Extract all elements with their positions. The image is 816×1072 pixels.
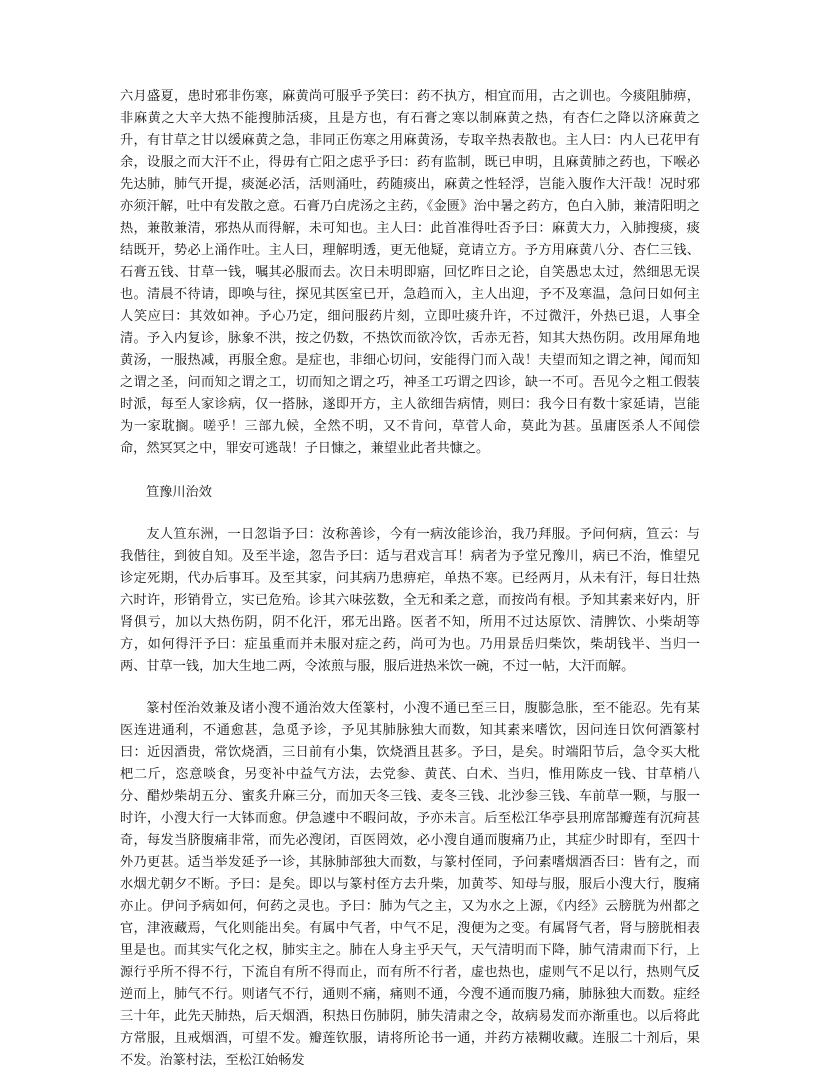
section-heading: 笪豫川治效 bbox=[146, 485, 212, 500]
paragraph-gap bbox=[120, 678, 700, 698]
paragraph-2: 友人笪东洲，一日忽诣予曰：汝称善诊，今有一病汝能诊治，我乃拜服。予问何病，笪云：与我偕往，到彼自知。及至半途，忽告予曰：适与君戏言耳！病者为予堂兄豫川，病已不治，惟望兄诊定死期，代办后事耳。及至其家，问其病乃患痹疟，单热不寒。已经两月，从未有汗，每日壮热六时许，形销骨立，实已危殆。诊其六味弦数，全无和柔之意，而按尚有根。予知其素来好内，肝肾俱亏，加以大热伤阴，阴不化汗，邪无出路。医者不知，所用不过达原饮、清脾饮、小柴胡等方，如何得汗予曰：症虽重而并未服对症之药，尚可为也。乃用景岳归柴饮，柴胡钱半、当归一两、甘草一钱，加大生地二两，令浓煎与服，服后进热米饮一碗，不过一帖，大汗而解。 bbox=[120, 527, 700, 674]
document-page bbox=[120, 86, 700, 1072]
paragraph-1: 六月盛夏，患时邪非伤寒，麻黄尚可服乎予笑曰：药不执方，相宜而用，古之训也。今痰阻肺痹，非麻黄之大辛大热不能搜肺活痰，且是方也，有石膏之寒以制麻黄之热，有杏仁之降以济麻黄之升，有甘草之甘以缓麻黄之急，非同正伤寒之用麻黄汤，专取辛热表散也。主人曰：内人已花甲有余，设服之而大汗不止，得毋有亡阳之虑乎予曰：药有监制，既已申明，且麻黄肺之药也，下喉必先达肺，肺气开提，痰涎必活，活则涌吐，药随痰出，麻黄之性轻浮，岂能入腹作大汗哉！况时邪亦须汗解，吐中有发散之意。石膏乃白虎汤之主药，《金匮》治中暑之药方，色白入肺，兼清阳明之热，兼散兼清，邪热从而得解，未可知也。主人曰：此首准得吐否予曰：麻黄大力，入肺搜痰，痰结既开，势必上涌作吐。主人曰，理解明透，更无他疑，竟请立方。予方用麻黄八分、杏仁三钱、石膏五钱、甘草一钱，嘱其必服而去。次日未明即寤，回忆昨日之论，自笑愚忠太过，然细思无误也。清晨不待请，即唤与往，探见其医室已开，急趋而入，主人出迎，予不及寒温，急问日如何主人笑应曰：其效如神。予心乃定，细问服药片刻，立即吐痰升许，不过微汗，外热已退，人事全清。予入内复诊，脉象不洪，按之仍数，不热饮而欲冷饮，舌赤无苔，知其大热伤阴。改用犀角地黄汤，一服热减，再服全愈。是症也，非细心切问，安能得门而入哉！夫望而知之谓之神，闻而知之谓之圣，问而知之谓之工，切而知之谓之巧，神圣工巧谓之四诊，缺一不可。吾见今之粗工假装时派，每至人家诊病，仅一搭脉，遂即开方，主人欲细告病情，则曰：我今日有数十家延请，岂能为一家耽搁。嗟乎！三部九候，全然不明，又不肯问，草菅人命，莫此为甚。虽庸医杀人不闻偿命，然冥冥之中，罪安可逃哉！子日慷之，兼望业此者共慷之。 bbox=[120, 89, 700, 456]
paragraph-3: 篆村侄治效兼及诸小溲不通治效大侄篆村，小溲不通已至三日，腹膨急胀，至不能忍。先有某医连进通利，不通愈甚，急觅予诊，予见其肺脉独大而数，知其素来嗜饮，因问连日饮何酒篆村曰：近因酒贵，常饮烧酒，三日前有小集，饮烧酒且甚多。予曰，是矣。时端阳节后，急令买大枇杷二斤，恣意啖食，另变补中益气方法，去党参、黄芪、白术、当归，惟用陈皮一钱、甘草梢八分、醋炒柴胡五分、蜜炙升麻三分，而加天冬三钱、麦冬三钱、北沙参三钱、车前草一颗，与服一时许，小溲大行一大钵而愈。伊急遽中不暇问故，予亦未言。后至松江华亭县刑席郜瓣莲有沉疴甚奇，每发当脐腹痛非常，而先必溲闭，百医罔效，必小溲自通而腹痛乃止，其症少时即有，至四十外乃更甚。适当举发延予一诊，其脉肺部独大而数，与篆村侄同，予问素嗜烟酒否曰：皆有之，而水烟尤朝夕不断。予曰：是矣。即以与篆村侄方去升柴，加黄芩、知母与服，服后小溲大行，腹痛亦止。伊问予病如何，何药之灵也。予曰：肺为气之主，又为水之上源，《内经》云膀胱为州都之官，津液藏焉，气化则能出矣。有属中气者，中气不足，溲便为之变。有属肾气者，肾与膀胱相表里是也。而其实气化之权，肺实主之。肺在人身主乎天气，天气清明而下降，肺气清肃而下行，上源行乎所不得不行，下流自有所不得而止，而有所不行者，虚也热也，虚则气不足以行，热则气反逆而上，肺气不行。则诸气不行，通则不痛，痛则不通，今溲不通而腹乃痛，肺脉独大而数。症经三十年，此先天肺热，后天烟酒，积热日伤肺阴，肺失清肃之令，故病易发而亦渐重也。以后将此方常服，且戒烟酒，可望不发。瓣莲钦服，请将所论书一通，并药方裱糊收藏。连服二十剂后，果不发。治篆村法，至松江始畅发 bbox=[120, 701, 700, 1068]
